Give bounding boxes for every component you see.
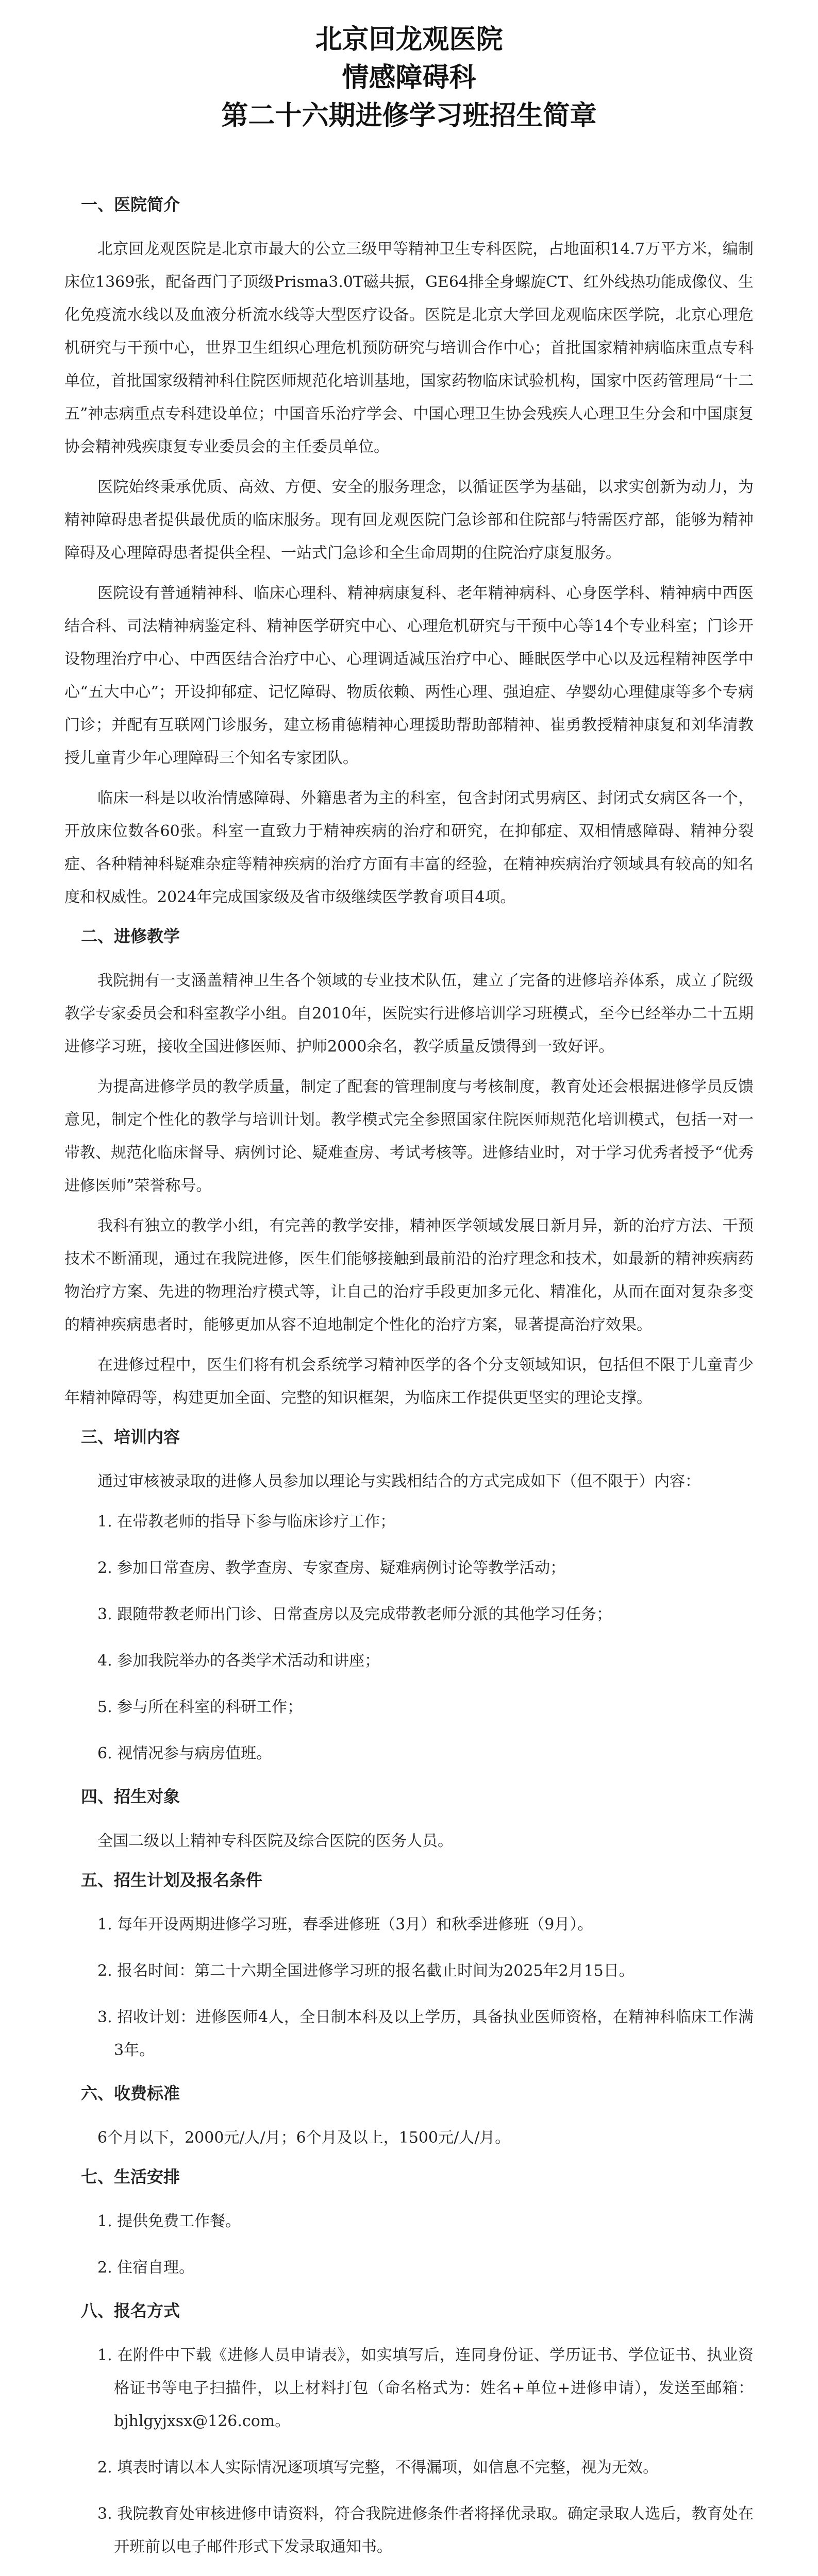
paragraph: 医院始终秉承优质、高效、方便、安全的服务理念，以循证医学为基础，以求实创新为动力，为精神障碍患者提供最优质的临床服务。现有回龙观医院门急诊部和住院部与特需医疗部，能够为精神障碍及心理障碍患者提供全程、一站式门急诊和全生命周期的住院治疗康复服务。 (64, 478, 754, 562)
list-item: 2. 报名时间：第二十六期全国进修学习班的报名截止时间为2025年2月15日。 (97, 1962, 635, 1980)
section-heading: 三、培训内容 (81, 1427, 180, 1447)
section-heading: 五、招生计划及报名条件 (81, 1870, 263, 1890)
paragraph: 我院拥有一支涵盖精神卫生各个领域的专业技术队伍，建立了完备的进修培养体系，成立了院级教学专家委员会和科室教学小组。自2010年，医院实行进修培训学习班模式，至今已经举办二十五期进修学习班，接收全国进修医师、护师2000余名，教学质量反馈得到一致好评。 (64, 972, 754, 1056)
list-item: 1. 在附件中下载《进修人员申请表》，如实填写后，连同身份证、学历证书、学位证书、执业资格证书等电子扫描件，以上材料打包（命名格式为：姓名+单位+进修申请），发送至邮箱：bjhlgyjxsx@126.com。 (97, 2346, 754, 2430)
title-block (64, 21, 754, 135)
department-title: 情感障碍科 (342, 62, 476, 93)
list-item: 3. 我院教育处审核进修申请资料，符合我院进修条件者将择优录取。确定录取人选后，教育处在开班前以电子邮件形式下发录取通知书。 (97, 2505, 754, 2556)
paragraph: 医院设有普通精神科、临床心理科、精神病康复科、老年精神病科、心身医学科、精神病中西医结合科、司法精神病鉴定科、精神医学研究中心、心理危机研究与干预中心等14个专业科室；门诊开设物理治疗中心、中西医结合治疗中心、心理调适减压治疗中心、睡眠医学中心以及远程精神医学中心“五大中心”；开设抑郁症、记忆障碍、物质依赖、两性心理、强迫症、孕婴幼心理健康等多个专病门诊；并配有互联网门诊服务，建立杨甫德精神心理援助帮助部精神、崔勇教授精神康复和刘华清教授儿童青少年心理障碍三个知名专家团队。 (64, 584, 754, 767)
paragraph: 全国二级以上精神专科医院及综合医院的医务人员。 (97, 1832, 453, 1850)
document-title: 第二十六期进修学习班招生简章 (221, 100, 597, 131)
list-item: 6. 视情况参与病房值班。 (97, 1744, 272, 1762)
list-item: 5. 参与所在科室的科研工作； (97, 1698, 303, 1716)
paragraph: 临床一科是以收治情感障碍、外籍患者为主的科室，包含封闭式男病区、封闭式女病区各一个，开放床位数各60张。科室一直致力于精神疾病的治疗和研究，在抑郁症、双相情感障碍、精神分裂症、各种精神科疑难杂症等精神疾病的治疗方面有丰富的经验，在精神疾病治疗领域具有较高的知名度和权威性。2024年完成国家级及省市级继续医学教育项目4项。 (64, 789, 754, 906)
list-item: 1. 提供免费工作餐。 (97, 2212, 241, 2230)
paragraph: 北京回龙观医院是北京市最大的公立三级甲等精神卫生专科医院，占地面积14.7万平方米，编制床位1369张，配备西门子顶级Prisma3.0T磁共振，GE64排全身螺旋CT、红外线热功能成像仪、生化免疫流水线以及血液分析流水线等大型医疗设备。医院是北京大学回龙观临床医学院，北京心理危机研究与干预中心，世界卫生组织心理危机预防研究与培训合作中心；首批国家精神病临床重点专科单位，首批国家级精神科住院医师规范化培训基地，国家药物临床试验机构，国家中医药管理局“十二五”神志病重点专科建设单位；中国音乐治疗学会、中国心理卫生协会残疾人心理卫生分会和中国康复协会精神残疾康复专业委员会的主任委员单位。 (64, 240, 754, 456)
section-heading: 一、医院简介 (81, 195, 180, 214)
paragraph: 在进修过程中，医生们将有机会系统学习精神医学的各个分支领域知识，包括但不限于儿童青少年精神障碍等，构建更加全面、完整的知识框架，为临床工作提供更坚实的理论支撑。 (64, 1356, 754, 1407)
section-heading: 六、收费标准 (81, 2083, 180, 2103)
list-item: 3. 跟随带教老师出门诊、日常查房以及完成带教老师分派的其他学习任务； (97, 1605, 612, 1623)
section-heading: 七、生活安排 (81, 2167, 180, 2187)
paragraph: 为提高进修学员的教学质量，制定了配套的管理制度与考核制度，教育处还会根据进修学员反馈意见，制定个性化的教学与培训计划。教学模式完全参照国家住院医师规范化培训模式，包括一对一带教、规范化临床督导、病例讨论、疑难查房、考试考核等。进修结业时，对于学习优秀者授予“优秀进修医师”荣誉称号。 (64, 1078, 754, 1195)
section-heading: 八、报名方式 (81, 2301, 180, 2320)
hospital-title: 北京回龙观医院 (315, 24, 503, 55)
list-item: 3. 招收计划：进修医师4人，全日制本科及以上学历，具备执业医师资格，在精神科临床工作满3年。 (97, 2008, 754, 2059)
section-enrollment-plan (64, 1867, 754, 2067)
section-fees (64, 2080, 754, 2155)
section-application-method (64, 2298, 754, 2576)
paragraph: 我科有独立的教学小组，有完善的教学安排，精神医学领域发展日新月异，新的治疗方法、干预技术不断涌现，通过在我院进修，医生们能够接触到最前沿的治疗理念和技术，如最新的精神疾病药物治疗方案、先进的物理治疗模式等，让自己的治疗手段更加多元化、精准化，从而在面对复杂多变的精神疾病患者时，能够更加从容不迫地制定个性化的治疗方案，显著提高治疗效果。 (64, 1217, 754, 1334)
paragraph: 6个月以下，2000元/人/月；6个月及以上，1500元/人/月。 (97, 2129, 511, 2147)
list-item: 2. 住宿自理。 (97, 2259, 195, 2277)
section-living-arrangements (64, 2164, 754, 2284)
paragraph: 通过审核被录取的进修人员参加以理论与实践相结合的方式完成如下（但不限于）内容： (97, 1472, 700, 1490)
section-enrollment-target (64, 1784, 754, 1858)
list-item: 1. 在带教老师的指导下参与临床诊疗工作； (97, 1513, 396, 1531)
section-hospital-intro (64, 192, 754, 914)
section-training-content (64, 1424, 754, 1770)
list-item: 4. 参加我院举办的各类学术活动和讲座； (97, 1652, 380, 1670)
section-teaching (64, 923, 754, 1415)
list-item: 2. 填表时请以本人实际情况逐项填写完整，不得漏项，如信息不完整，视为无效。 (97, 2459, 659, 2477)
section-heading: 二、进修教学 (81, 926, 180, 946)
list-item: 1. 每年开设两期进修学习班，春季进修班（3月）和秋季进修班（9月）。 (97, 1916, 593, 1934)
list-item: 2. 参加日常查房、教学查房、专家查房、疑难病例讨论等教学活动； (97, 1559, 566, 1577)
section-heading: 四、招生对象 (81, 1787, 180, 1806)
